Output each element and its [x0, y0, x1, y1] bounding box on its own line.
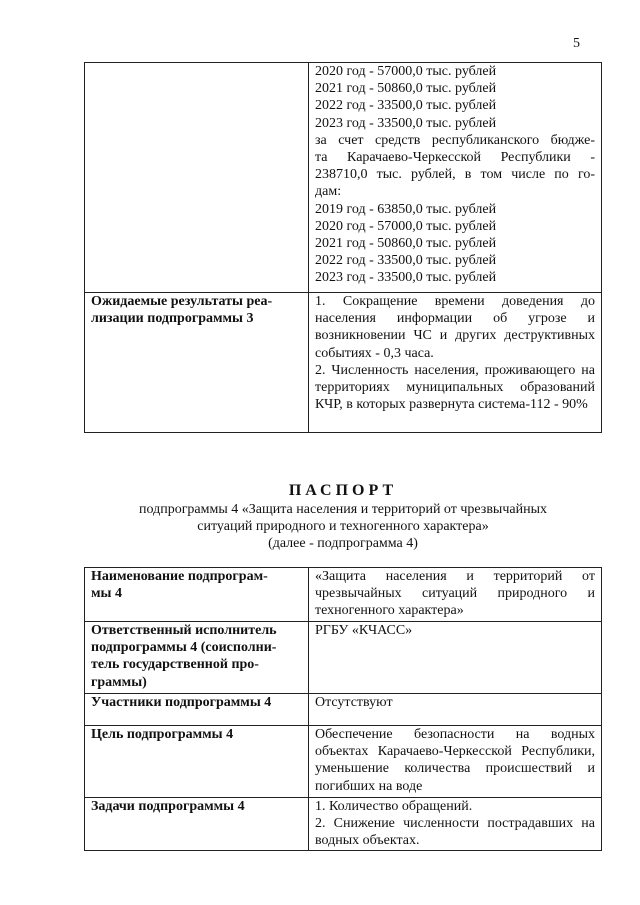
subprogram4-table: [84, 567, 602, 851]
row-label: Задачи подпрограммы 4: [85, 798, 309, 851]
funding-line: 2020 год - 57000,0 тыс. рублей: [315, 218, 497, 234]
row-value: РГБУ «КЧАСС»: [309, 622, 602, 694]
table-row: [85, 622, 602, 694]
table-row: [85, 726, 602, 798]
funding-line: 238710,0 тыс. рублей, в том числе по го-: [315, 167, 595, 183]
table-row: [85, 293, 602, 433]
funding-line: за счет средств республиканского бюдже-: [315, 132, 595, 148]
funding-line: 2022 год - 33500,0 тыс. рублей: [315, 253, 497, 269]
row-label: Ответственный исполнитель подпрограммы 4 (соисполни- тель государственной про- граммы): [85, 622, 309, 694]
passport-subtitle-line: ситуаций природного и техногенного характера»: [197, 519, 489, 534]
funding-line: 2021 год - 50860,0 тыс. рублей: [315, 81, 497, 97]
table-row: [85, 694, 602, 726]
results-label: Ожидаемые результаты реа- лизации подпрограммы 3: [85, 293, 309, 433]
funding-line: та Карачаево-Черкесской Республики -: [315, 150, 595, 166]
table-row: [85, 798, 602, 851]
row-value: «Защита населения и территорий от чрезвычайных ситуаций природного и техногенного характера»: [309, 568, 602, 622]
funding-line: дам:: [315, 184, 342, 200]
row-value: Отсутствуют: [309, 694, 602, 726]
passport-subtitle-line: (далее - подпрограмма 4): [268, 536, 418, 551]
funding-line: 2020 год - 57000,0 тыс. рублей: [315, 64, 497, 79]
page-number: 5: [573, 36, 580, 51]
funding-line: 2023 год - 33500,0 тыс. рублей: [315, 115, 497, 131]
row-value: 1. Количество обращений. 2. Снижение численности пострадавших на водных объектах.: [309, 798, 602, 851]
row-label: Наименование подпрограм- мы 4: [85, 568, 309, 622]
row-label: Цель подпрограммы 4: [85, 726, 309, 798]
funding-lines-cell: [309, 63, 602, 293]
results-text: 1. Сокращение времени доведения до населения информации об угрозе и возникновении ЧС и других деструктивных событиях - 0,3 часа. 2. Численность населения, проживающего на территориях муниципальных образований КЧР, в которых развернута система-112 - 90%: [309, 293, 602, 433]
table-row: [85, 568, 602, 622]
funding-table: [84, 62, 602, 433]
empty-label-cell: [85, 63, 309, 293]
table-row: [85, 63, 602, 293]
passport-title: ПАСПОРТ: [288, 482, 398, 499]
funding-line: 2021 год - 50860,0 тыс. рублей: [315, 236, 497, 252]
passport-subtitle: [84, 501, 602, 552]
funding-line: 2022 год - 33500,0 тыс. рублей: [315, 98, 497, 114]
funding-line: 2019 год - 63850,0 тыс. рублей: [315, 201, 497, 217]
row-label: Участники подпрограммы 4: [85, 694, 309, 726]
funding-line: 2023 год - 33500,0 тыс. рублей: [315, 270, 497, 286]
passport-subtitle-line: подпрограммы 4 «Защита населения и территорий от чрезвычайных: [138, 502, 547, 517]
row-value: Обеспечение безопасности на водных объектах Карачаево-Черкесской Республики, уменьшение количества происшествий и погибших на воде: [309, 726, 602, 798]
